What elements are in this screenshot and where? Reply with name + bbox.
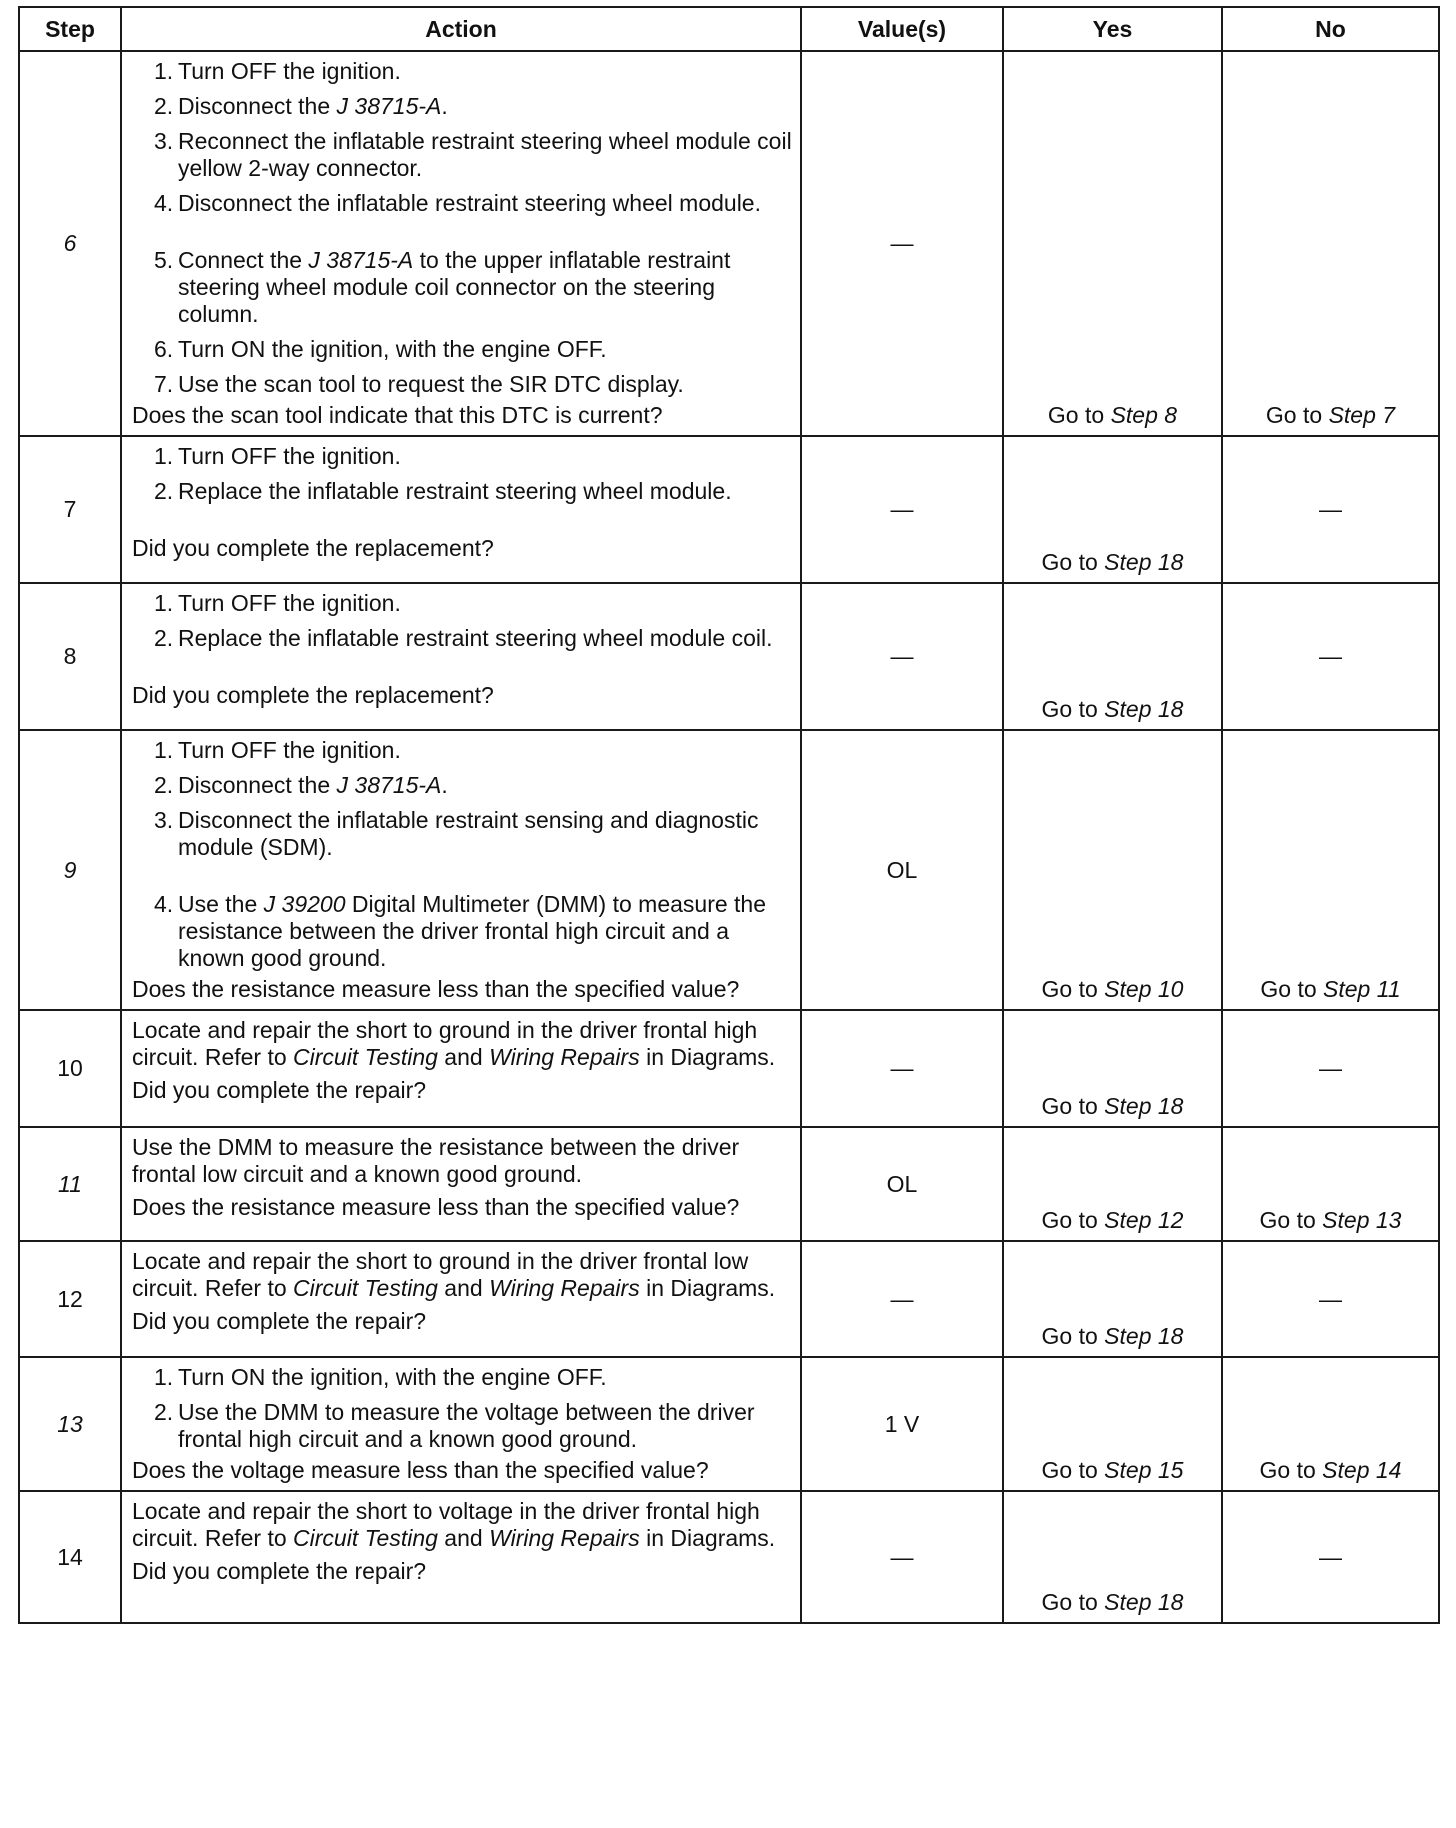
table-row	[19, 1241, 1439, 1357]
question-text: Does the scan tool indicate that this DTC is current?	[132, 402, 663, 428]
value-cell: —	[801, 1491, 1003, 1623]
no-cell: Go to Step 7	[1222, 51, 1439, 436]
question-text: Did you complete the repair?	[132, 1308, 427, 1334]
action-item: 1. Turn ON the ignition, with the engine OFF.	[154, 1364, 607, 1390]
yes-cell: Go to Step 18	[1003, 1491, 1222, 1623]
question-text: Does the resistance measure less than the specified value?	[132, 1194, 740, 1220]
yes-cell: Go to Step 18	[1003, 1241, 1222, 1357]
question-text: Does the voltage measure less than the specified value?	[132, 1457, 709, 1483]
step-number: 8	[19, 583, 121, 730]
table-row	[19, 583, 1439, 730]
action-item: 3. Disconnect the inflatable restraint sensing and diagnostic module (SDM).	[154, 807, 759, 860]
header-row	[19, 7, 1439, 51]
action-item: 3. Reconnect the inflatable restraint steering wheel module coil yellow 2-way connector.	[154, 128, 792, 181]
header-step: Step	[19, 7, 121, 51]
tool-reference: J 38715-A	[336, 772, 442, 798]
no-cell: —	[1222, 583, 1439, 730]
action-item: 1. Turn OFF the ignition.	[154, 737, 401, 763]
action-item: 2. Use the DMM to measure the voltage between the driver frontal high circuit and a known good ground.	[154, 1399, 755, 1452]
action-cell	[121, 51, 801, 436]
step-number: 14	[19, 1491, 121, 1623]
step-link: Step 7	[1328, 402, 1396, 428]
action-list	[132, 58, 792, 398]
question-text: Did you complete the replacement?	[132, 682, 494, 708]
value-cell: OL	[801, 730, 1003, 1010]
step-number: 6	[19, 51, 121, 436]
action-text: Use the DMM to measure the resistance between the driver frontal low circuit and a known good ground.	[132, 1134, 740, 1187]
yes-cell: Go to Step 18	[1003, 583, 1222, 730]
action-cell	[121, 1241, 801, 1357]
action-cell	[121, 436, 801, 583]
value-cell: OL	[801, 1127, 1003, 1241]
action-item: 1. Turn OFF the ignition.	[154, 443, 401, 469]
value-cell: —	[801, 1241, 1003, 1357]
header-values: Value(s)	[801, 7, 1003, 51]
step-link: Step 12	[1104, 1207, 1184, 1233]
step-link: Step 13	[1322, 1207, 1402, 1233]
header-action: Action	[121, 7, 801, 51]
table-row	[19, 1357, 1439, 1491]
step-number: 10	[19, 1010, 121, 1127]
table-row	[19, 730, 1439, 1010]
yes-cell: Go to Step 18	[1003, 1010, 1222, 1127]
action-item: 1. Turn OFF the ignition.	[154, 590, 401, 616]
action-cell	[121, 1491, 801, 1623]
no-cell: —	[1222, 1241, 1439, 1357]
step-link: Step 18	[1104, 1589, 1184, 1615]
step-link: Step 18	[1104, 1323, 1184, 1349]
step-number: 12	[19, 1241, 121, 1357]
step-link: Step 18	[1104, 1093, 1184, 1119]
yes-cell: Go to Step 12	[1003, 1127, 1222, 1241]
action-item: 2. Disconnect the J 38715-A.	[154, 93, 448, 119]
table-row	[19, 51, 1439, 436]
yes-cell: Go to Step 18	[1003, 436, 1222, 583]
question-text: Did you complete the repair?	[132, 1558, 427, 1584]
action-cell	[121, 1010, 801, 1127]
step-link: Step 11	[1323, 976, 1401, 1002]
step-link: Step 18	[1104, 696, 1184, 722]
no-cell: Go to Step 14	[1222, 1357, 1439, 1491]
step-number: 7	[19, 436, 121, 583]
step-link: Step 14	[1322, 1457, 1402, 1483]
tool-reference: J 39200	[263, 891, 346, 917]
no-cell: —	[1222, 1491, 1439, 1623]
action-cell	[121, 1127, 801, 1241]
table-row	[19, 1010, 1439, 1127]
yes-cell: Go to Step 10	[1003, 730, 1222, 1010]
tool-reference: J 38715-A	[308, 247, 414, 273]
yes-cell: Go to Step 15	[1003, 1357, 1222, 1491]
action-item: 6. Turn ON the ignition, with the engine OFF.	[154, 336, 607, 362]
action-list	[132, 737, 792, 972]
table-row	[19, 436, 1439, 583]
step-link: Step 18	[1104, 549, 1184, 575]
action-text: Locate and repair the short to ground in the driver frontal low circuit. Refer to Circuit Testing and Wiring Repairs in Diagrams.	[132, 1248, 776, 1301]
action-cell	[121, 583, 801, 730]
step-number: 13	[19, 1357, 121, 1491]
no-cell: —	[1222, 436, 1439, 583]
value-cell: —	[801, 583, 1003, 730]
header-no: No	[1222, 7, 1439, 51]
step-number: 9	[19, 730, 121, 1010]
question-text: Did you complete the replacement?	[132, 535, 494, 561]
step-link: Step 10	[1104, 976, 1184, 1002]
no-cell: Go to Step 11	[1222, 730, 1439, 1010]
action-list	[132, 443, 792, 505]
action-cell	[121, 730, 801, 1010]
action-item: 5. Connect the J 38715-A to the upper inflatable restraint steering wheel module coil connector on the steering column.	[154, 247, 731, 327]
diagnostic-table	[18, 6, 1440, 1624]
action-item: 2. Replace the inflatable restraint steering wheel module coil.	[154, 625, 773, 651]
value-cell: 1 V	[801, 1357, 1003, 1491]
action-item: 1. Turn OFF the ignition.	[154, 58, 401, 84]
header-yes: Yes	[1003, 7, 1222, 51]
action-list	[132, 590, 792, 652]
table-row	[19, 1127, 1439, 1241]
step-link: Step 8	[1110, 402, 1178, 428]
action-item: 2. Disconnect the J 38715-A.	[154, 772, 448, 798]
action-item: 7. Use the scan tool to request the SIR DTC display.	[154, 371, 684, 397]
action-item: 2. Replace the inflatable restraint steering wheel module.	[154, 478, 732, 504]
table-row	[19, 1491, 1439, 1623]
action-item: 4. Disconnect the inflatable restraint steering wheel module.	[154, 190, 761, 216]
value-cell: —	[801, 51, 1003, 436]
action-list	[132, 1364, 792, 1453]
step-number: 11	[19, 1127, 121, 1241]
tool-reference: J 38715-A	[336, 93, 442, 119]
no-cell: —	[1222, 1010, 1439, 1127]
question-text: Does the resistance measure less than the specified value?	[132, 976, 740, 1002]
action-text: Locate and repair the short to ground in the driver frontal high circuit. Refer to Circuit Testing and Wiring Repairs in Diagrams.	[132, 1017, 776, 1070]
step-link: Step 15	[1104, 1457, 1184, 1483]
action-text: Locate and repair the short to voltage in the driver frontal high circuit. Refer to Circuit Testing and Wiring Repairs in Diagrams.	[132, 1498, 776, 1551]
action-item: 4. Use the J 39200 Digital Multimeter (DMM) to measure the resistance between the driver frontal high circuit and a known good ground.	[154, 891, 767, 971]
question-text: Did you complete the repair?	[132, 1077, 427, 1103]
value-cell: —	[801, 1010, 1003, 1127]
value-cell: —	[801, 436, 1003, 583]
yes-cell: Go to Step 8	[1003, 51, 1222, 436]
action-cell	[121, 1357, 801, 1491]
no-cell: Go to Step 13	[1222, 1127, 1439, 1241]
